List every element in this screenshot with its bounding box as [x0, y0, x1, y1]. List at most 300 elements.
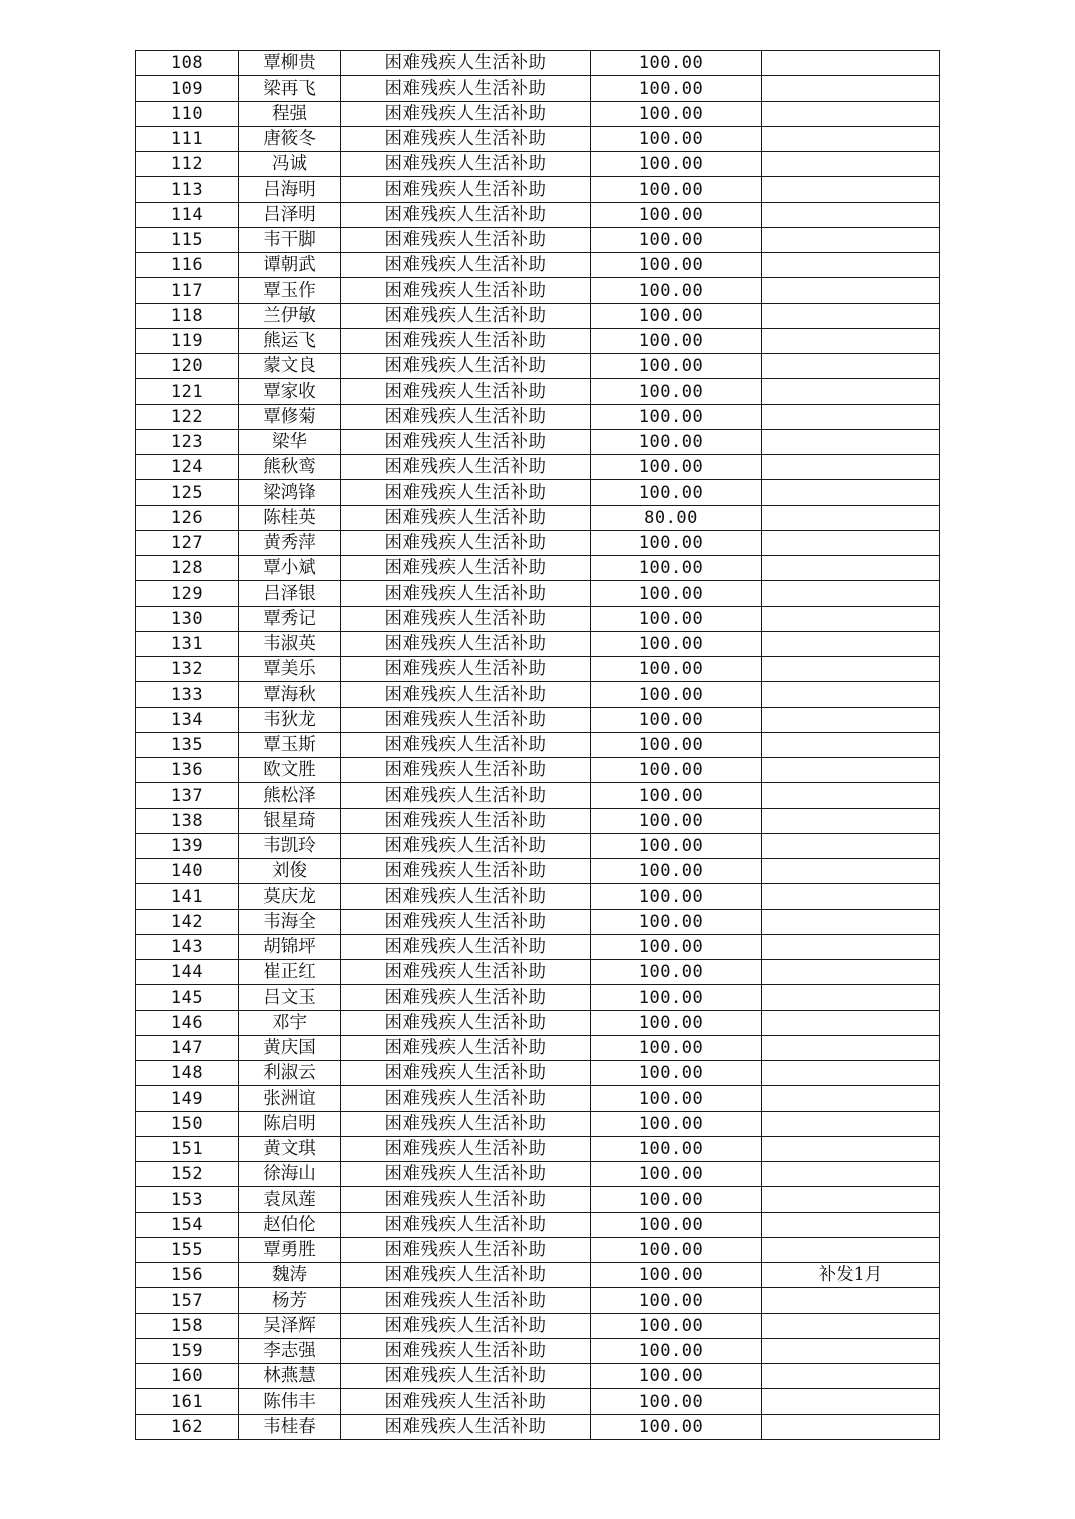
table-row	[136, 1136, 940, 1161]
subsidy-item-cell: 困难残疾人生活补助	[341, 177, 591, 202]
recipient-name-cell: 谭朝武	[239, 253, 341, 278]
recipient-name-cell: 胡锦坪	[239, 934, 341, 959]
remark-cell	[762, 1162, 940, 1187]
recipient-name-cell: 陈桂英	[239, 505, 341, 530]
remark-cell	[762, 429, 940, 454]
row-number-cell: 159	[136, 1338, 239, 1363]
row-number-cell: 147	[136, 1035, 239, 1060]
remark-cell	[762, 1389, 940, 1414]
table-row	[136, 354, 940, 379]
remark-cell	[762, 1288, 940, 1313]
row-number-cell: 113	[136, 177, 239, 202]
recipient-name-cell: 覃柳贵	[239, 51, 341, 76]
table-row	[136, 657, 940, 682]
row-number-cell: 121	[136, 379, 239, 404]
table-row	[136, 253, 940, 278]
table-row	[136, 1338, 940, 1363]
recipient-name-cell: 黄庆国	[239, 1035, 341, 1060]
subsidy-item-cell: 困难残疾人生活补助	[341, 303, 591, 328]
remark-cell	[762, 657, 940, 682]
table-row	[136, 379, 940, 404]
table-row	[136, 732, 940, 757]
table-row	[136, 1389, 940, 1414]
recipient-name-cell: 韦海全	[239, 909, 341, 934]
recipient-name-cell: 兰伊敏	[239, 303, 341, 328]
table-row	[136, 505, 940, 530]
recipient-name-cell: 覃海秋	[239, 682, 341, 707]
remark-cell	[762, 631, 940, 656]
table-row	[136, 1313, 940, 1338]
subsidy-item-cell: 困难残疾人生活补助	[341, 1212, 591, 1237]
remark-cell	[762, 505, 940, 530]
remark-cell	[762, 682, 940, 707]
subsidy-item-cell: 困难残疾人生活补助	[341, 152, 591, 177]
row-number-cell: 140	[136, 859, 239, 884]
remark-cell	[762, 1086, 940, 1111]
subsidy-item-cell: 困难残疾人生活补助	[341, 1263, 591, 1288]
subsidy-item-cell: 困难残疾人生活补助	[341, 505, 591, 530]
row-number-cell: 138	[136, 808, 239, 833]
amount-cell: 100.00	[591, 429, 762, 454]
table-row	[136, 278, 940, 303]
remark-cell	[762, 379, 940, 404]
row-number-cell: 133	[136, 682, 239, 707]
subsidy-item-cell: 困难残疾人生活补助	[341, 934, 591, 959]
table-row	[136, 884, 940, 909]
table-body	[136, 51, 940, 1440]
remark-cell	[762, 227, 940, 252]
remark-cell	[762, 177, 940, 202]
row-number-cell: 116	[136, 253, 239, 278]
table-row	[136, 682, 940, 707]
subsidy-item-cell: 困难残疾人生活补助	[341, 379, 591, 404]
remark-cell	[762, 51, 940, 76]
recipient-name-cell: 梁华	[239, 429, 341, 454]
remark-cell	[762, 354, 940, 379]
remark-cell: 补发1月	[762, 1263, 940, 1288]
remark-cell	[762, 1237, 940, 1262]
recipient-name-cell: 覃勇胜	[239, 1237, 341, 1262]
subsidy-item-cell: 困难残疾人生活补助	[341, 1187, 591, 1212]
recipient-name-cell: 杨芳	[239, 1288, 341, 1313]
table-row	[136, 76, 940, 101]
row-number-cell: 145	[136, 985, 239, 1010]
table-row	[136, 429, 940, 454]
table-row	[136, 960, 940, 985]
recipient-name-cell: 梁再飞	[239, 76, 341, 101]
row-number-cell: 130	[136, 606, 239, 631]
table-row	[136, 1187, 940, 1212]
remark-cell	[762, 1061, 940, 1086]
amount-cell: 100.00	[591, 379, 762, 404]
amount-cell: 100.00	[591, 758, 762, 783]
recipient-name-cell: 韦干脚	[239, 227, 341, 252]
subsidy-item-cell: 困难残疾人生活补助	[341, 556, 591, 581]
row-number-cell: 149	[136, 1086, 239, 1111]
row-number-cell: 111	[136, 126, 239, 151]
amount-cell: 100.00	[591, 1136, 762, 1161]
table-row	[136, 126, 940, 151]
amount-cell: 100.00	[591, 1010, 762, 1035]
subsidy-item-cell: 困难残疾人生活补助	[341, 1288, 591, 1313]
row-number-cell: 152	[136, 1162, 239, 1187]
recipient-name-cell: 吕海明	[239, 177, 341, 202]
recipient-name-cell: 唐筱冬	[239, 126, 341, 151]
recipient-name-cell: 徐海山	[239, 1162, 341, 1187]
row-number-cell: 157	[136, 1288, 239, 1313]
remark-cell	[762, 278, 940, 303]
row-number-cell: 139	[136, 833, 239, 858]
subsidy-item-cell: 困难残疾人生活补助	[341, 884, 591, 909]
amount-cell: 100.00	[591, 530, 762, 555]
subsidy-item-cell: 困难残疾人生活补助	[341, 707, 591, 732]
row-number-cell: 129	[136, 581, 239, 606]
subsidy-item-cell: 困难残疾人生活补助	[341, 1035, 591, 1060]
table-row	[136, 152, 940, 177]
subsidy-item-cell: 困难残疾人生活补助	[341, 1086, 591, 1111]
row-number-cell: 153	[136, 1187, 239, 1212]
amount-cell: 100.00	[591, 227, 762, 252]
table-row	[136, 909, 940, 934]
subsidy-item-cell: 困难残疾人生活补助	[341, 657, 591, 682]
table-row	[136, 202, 940, 227]
row-number-cell: 115	[136, 227, 239, 252]
row-number-cell: 125	[136, 480, 239, 505]
subsidy-item-cell: 困难残疾人生活补助	[341, 960, 591, 985]
remark-cell	[762, 253, 940, 278]
table-row	[136, 1035, 940, 1060]
recipient-name-cell: 刘俊	[239, 859, 341, 884]
recipient-name-cell: 熊运飞	[239, 328, 341, 353]
remark-cell	[762, 1212, 940, 1237]
recipient-name-cell: 覃美乐	[239, 657, 341, 682]
row-number-cell: 108	[136, 51, 239, 76]
subsidy-item-cell: 困难残疾人生活补助	[341, 1061, 591, 1086]
table-row	[136, 934, 940, 959]
amount-cell: 100.00	[591, 934, 762, 959]
amount-cell: 100.00	[591, 960, 762, 985]
amount-cell: 100.00	[591, 1237, 762, 1262]
table-row	[136, 1364, 940, 1389]
amount-cell: 100.00	[591, 101, 762, 126]
row-number-cell: 148	[136, 1061, 239, 1086]
subsidy-item-cell: 困难残疾人生活补助	[341, 1364, 591, 1389]
amount-cell: 100.00	[591, 631, 762, 656]
recipient-name-cell: 袁凤莲	[239, 1187, 341, 1212]
row-number-cell: 136	[136, 758, 239, 783]
subsidy-item-cell: 困难残疾人生活补助	[341, 732, 591, 757]
remark-cell	[762, 909, 940, 934]
subsidy-item-cell: 困难残疾人生活补助	[341, 480, 591, 505]
row-number-cell: 127	[136, 530, 239, 555]
recipient-name-cell: 陈伟丰	[239, 1389, 341, 1414]
recipient-name-cell: 程强	[239, 101, 341, 126]
remark-cell	[762, 202, 940, 227]
amount-cell: 100.00	[591, 581, 762, 606]
amount-cell: 100.00	[591, 1313, 762, 1338]
amount-cell: 100.00	[591, 177, 762, 202]
remark-cell	[762, 783, 940, 808]
amount-cell: 100.00	[591, 682, 762, 707]
amount-cell: 100.00	[591, 1263, 762, 1288]
subsidy-table-sheet	[135, 50, 939, 1440]
recipient-name-cell: 黄文琪	[239, 1136, 341, 1161]
amount-cell: 100.00	[591, 455, 762, 480]
recipient-name-cell: 熊松泽	[239, 783, 341, 808]
recipient-name-cell: 李志强	[239, 1338, 341, 1363]
recipient-name-cell: 吕文玉	[239, 985, 341, 1010]
amount-cell: 100.00	[591, 707, 762, 732]
recipient-name-cell: 魏涛	[239, 1263, 341, 1288]
subsidy-item-cell: 困难残疾人生活补助	[341, 101, 591, 126]
remark-cell	[762, 985, 940, 1010]
table-row	[136, 303, 940, 328]
subsidy-item-cell: 困难残疾人生活补助	[341, 682, 591, 707]
recipient-name-cell: 吕泽银	[239, 581, 341, 606]
table-row	[136, 51, 940, 76]
remark-cell	[762, 581, 940, 606]
remark-cell	[762, 960, 940, 985]
recipient-name-cell: 梁鸿锋	[239, 480, 341, 505]
recipient-name-cell: 覃玉斯	[239, 732, 341, 757]
remark-cell	[762, 404, 940, 429]
recipient-name-cell: 赵伯伦	[239, 1212, 341, 1237]
remark-cell	[762, 101, 940, 126]
remark-cell	[762, 328, 940, 353]
recipient-name-cell: 吕泽明	[239, 202, 341, 227]
subsidy-item-cell: 困难残疾人生活补助	[341, 631, 591, 656]
amount-cell: 100.00	[591, 985, 762, 1010]
amount-cell: 100.00	[591, 1288, 762, 1313]
amount-cell: 100.00	[591, 1061, 762, 1086]
remark-cell	[762, 76, 940, 101]
subsidy-item-cell: 困难残疾人生活补助	[341, 76, 591, 101]
recipient-name-cell: 利淑云	[239, 1061, 341, 1086]
table-row	[136, 808, 940, 833]
recipient-name-cell: 黄秀萍	[239, 530, 341, 555]
subsidy-item-cell: 困难残疾人生活补助	[341, 833, 591, 858]
subsidy-item-cell: 困难残疾人生活补助	[341, 758, 591, 783]
recipient-name-cell: 张洲谊	[239, 1086, 341, 1111]
subsidy-item-cell: 困难残疾人生活补助	[341, 606, 591, 631]
subsidy-item-cell: 困难残疾人生活补助	[341, 581, 591, 606]
row-number-cell: 144	[136, 960, 239, 985]
subsidy-item-cell: 困难残疾人生活补助	[341, 1111, 591, 1136]
remark-cell	[762, 1364, 940, 1389]
amount-cell: 100.00	[591, 732, 762, 757]
remark-cell	[762, 758, 940, 783]
subsidy-item-cell: 困难残疾人生活补助	[341, 1414, 591, 1439]
amount-cell: 100.00	[591, 1364, 762, 1389]
subsidy-item-cell: 困难残疾人生活补助	[341, 1162, 591, 1187]
remark-cell	[762, 1414, 940, 1439]
amount-cell: 100.00	[591, 1414, 762, 1439]
recipient-name-cell: 覃玉作	[239, 278, 341, 303]
amount-cell: 100.00	[591, 909, 762, 934]
row-number-cell: 131	[136, 631, 239, 656]
amount-cell: 100.00	[591, 303, 762, 328]
subsidy-item-cell: 困难残疾人生活补助	[341, 278, 591, 303]
remark-cell	[762, 859, 940, 884]
amount-cell: 100.00	[591, 859, 762, 884]
subsidy-item-cell: 困难残疾人生活补助	[341, 51, 591, 76]
remark-cell	[762, 303, 940, 328]
row-number-cell: 114	[136, 202, 239, 227]
table-row	[136, 1162, 940, 1187]
subsidy-item-cell: 困难残疾人生活补助	[341, 429, 591, 454]
amount-cell: 100.00	[591, 126, 762, 151]
recipient-name-cell: 韦淑英	[239, 631, 341, 656]
row-number-cell: 146	[136, 1010, 239, 1035]
table-row	[136, 1010, 940, 1035]
subsidy-item-cell: 困难残疾人生活补助	[341, 1313, 591, 1338]
remark-cell	[762, 126, 940, 151]
table-row	[136, 530, 940, 555]
table-row	[136, 1061, 940, 1086]
table-row	[136, 101, 940, 126]
subsidy-item-cell: 困难残疾人生活补助	[341, 404, 591, 429]
row-number-cell: 161	[136, 1389, 239, 1414]
row-number-cell: 112	[136, 152, 239, 177]
subsidy-item-cell: 困难残疾人生活补助	[341, 1389, 591, 1414]
remark-cell	[762, 480, 940, 505]
remark-cell	[762, 732, 940, 757]
amount-cell: 100.00	[591, 278, 762, 303]
remark-cell	[762, 884, 940, 909]
row-number-cell: 109	[136, 76, 239, 101]
table-row	[136, 1263, 940, 1288]
subsidy-item-cell: 困难残疾人生活补助	[341, 253, 591, 278]
table-row	[136, 480, 940, 505]
table-row	[136, 859, 940, 884]
row-number-cell: 150	[136, 1111, 239, 1136]
recipient-name-cell: 冯诚	[239, 152, 341, 177]
recipient-name-cell: 熊秋鸾	[239, 455, 341, 480]
recipient-name-cell: 崔正红	[239, 960, 341, 985]
amount-cell: 100.00	[591, 1338, 762, 1363]
amount-cell: 100.00	[591, 1086, 762, 1111]
row-number-cell: 135	[136, 732, 239, 757]
row-number-cell: 124	[136, 455, 239, 480]
row-number-cell: 162	[136, 1414, 239, 1439]
amount-cell: 100.00	[591, 657, 762, 682]
row-number-cell: 117	[136, 278, 239, 303]
row-number-cell: 137	[136, 783, 239, 808]
row-number-cell: 123	[136, 429, 239, 454]
row-number-cell: 132	[136, 657, 239, 682]
recipient-name-cell: 银星琦	[239, 808, 341, 833]
row-number-cell: 156	[136, 1263, 239, 1288]
subsidy-item-cell: 困难残疾人生活补助	[341, 455, 591, 480]
amount-cell: 100.00	[591, 354, 762, 379]
subsidy-item-cell: 困难残疾人生活补助	[341, 1010, 591, 1035]
recipient-name-cell: 莫庆龙	[239, 884, 341, 909]
row-number-cell: 151	[136, 1136, 239, 1161]
remark-cell	[762, 707, 940, 732]
row-number-cell: 134	[136, 707, 239, 732]
table-row	[136, 631, 940, 656]
subsidy-item-cell: 困难残疾人生活补助	[341, 202, 591, 227]
table-row	[136, 707, 940, 732]
subsidy-item-cell: 困难残疾人生活补助	[341, 1136, 591, 1161]
amount-cell: 100.00	[591, 1389, 762, 1414]
table-row	[136, 1414, 940, 1439]
table-row	[136, 227, 940, 252]
subsidy-item-cell: 困难残疾人生活补助	[341, 909, 591, 934]
recipient-name-cell: 覃秀记	[239, 606, 341, 631]
table-row	[136, 1212, 940, 1237]
subsidy-table	[135, 50, 940, 1440]
table-row	[136, 1086, 940, 1111]
remark-cell	[762, 455, 940, 480]
table-row	[136, 1237, 940, 1262]
remark-cell	[762, 530, 940, 555]
recipient-name-cell: 吴泽辉	[239, 1313, 341, 1338]
remark-cell	[762, 808, 940, 833]
remark-cell	[762, 1338, 940, 1363]
amount-cell: 100.00	[591, 833, 762, 858]
row-number-cell: 122	[136, 404, 239, 429]
subsidy-item-cell: 困难残疾人生活补助	[341, 354, 591, 379]
subsidy-item-cell: 困难残疾人生活补助	[341, 808, 591, 833]
remark-cell	[762, 1111, 940, 1136]
remark-cell	[762, 1313, 940, 1338]
recipient-name-cell: 覃小斌	[239, 556, 341, 581]
table-row	[136, 328, 940, 353]
table-row	[136, 1111, 940, 1136]
row-number-cell: 160	[136, 1364, 239, 1389]
recipient-name-cell: 林燕慧	[239, 1364, 341, 1389]
row-number-cell: 118	[136, 303, 239, 328]
recipient-name-cell: 蒙文良	[239, 354, 341, 379]
row-number-cell: 143	[136, 934, 239, 959]
row-number-cell: 154	[136, 1212, 239, 1237]
amount-cell: 100.00	[591, 328, 762, 353]
amount-cell: 100.00	[591, 480, 762, 505]
amount-cell: 100.00	[591, 1212, 762, 1237]
table-row	[136, 783, 940, 808]
amount-cell: 100.00	[591, 884, 762, 909]
row-number-cell: 158	[136, 1313, 239, 1338]
recipient-name-cell: 覃家收	[239, 379, 341, 404]
table-row	[136, 985, 940, 1010]
recipient-name-cell: 邓宇	[239, 1010, 341, 1035]
table-row	[136, 606, 940, 631]
table-row	[136, 455, 940, 480]
table-row	[136, 581, 940, 606]
amount-cell: 100.00	[591, 76, 762, 101]
amount-cell: 100.00	[591, 404, 762, 429]
amount-cell: 100.00	[591, 606, 762, 631]
recipient-name-cell: 韦狄龙	[239, 707, 341, 732]
remark-cell	[762, 1010, 940, 1035]
row-number-cell: 126	[136, 505, 239, 530]
amount-cell: 100.00	[591, 1035, 762, 1060]
table-row	[136, 758, 940, 783]
subsidy-item-cell: 困难残疾人生活补助	[341, 783, 591, 808]
amount-cell: 100.00	[591, 202, 762, 227]
subsidy-item-cell: 困难残疾人生活补助	[341, 859, 591, 884]
row-number-cell: 142	[136, 909, 239, 934]
row-number-cell: 110	[136, 101, 239, 126]
remark-cell	[762, 934, 940, 959]
amount-cell: 100.00	[591, 783, 762, 808]
amount-cell: 100.00	[591, 808, 762, 833]
table-row	[136, 177, 940, 202]
remark-cell	[762, 1136, 940, 1161]
amount-cell: 80.00	[591, 505, 762, 530]
row-number-cell: 141	[136, 884, 239, 909]
